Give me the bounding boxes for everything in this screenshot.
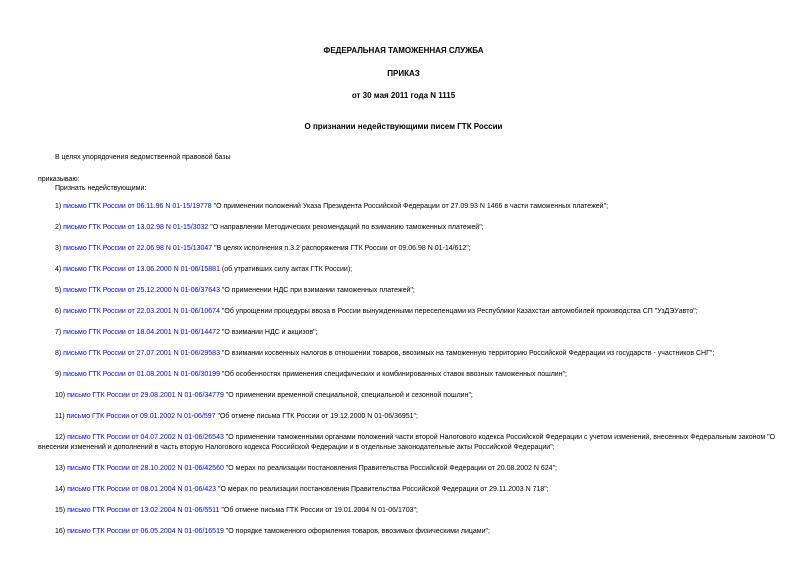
list-item [38, 527, 778, 537]
item-number: 16) [55, 528, 68, 535]
letter-link[interactable]: письмо ГТК России от 22.03.2001 N 01-06/10674 [63, 308, 220, 315]
list-item [38, 265, 778, 275]
list-item [38, 370, 778, 380]
item-text: "О направлении Методических рекомендаций по взиманию таможенных платежей"; [208, 224, 484, 231]
letter-link[interactable]: письмо ГТК России от 25.12.2000 N 01-06/37643 [63, 287, 220, 294]
letter-link[interactable]: письмо ГТК России от 13.02.2004 N 01-06/5511 [67, 507, 220, 514]
item-text: "В целях исполнения п.3.2 распоряжения ГТК России от 09.06.98 N 01-14/612"; [212, 245, 471, 252]
letter-link[interactable]: письмо ГТК России от 06.11.96 N 01-15/19778 [63, 203, 212, 210]
item-text: "Об отмене письма ГТК России от 19.01.2004 N 01-06/1703"; [219, 507, 418, 514]
organization-heading: ФЕДЕРАЛЬНАЯ ТАМОЖЕННАЯ СЛУЖБА [323, 46, 484, 55]
item-text: (об утративших силу актах ГТК России); [219, 266, 353, 273]
list-item [38, 506, 778, 516]
item-number: 13) [55, 465, 68, 472]
item-text: "Об упрощении процедуры ввоза в России вынужденными переселенцами из Республики Казахстан автомобилей производства СП "УзДЭУавто"; [219, 308, 698, 315]
list-item [38, 464, 778, 474]
item-number: 12) [55, 434, 68, 441]
item-text: "О применении НДС при взимании таможенных платежей"; [219, 287, 415, 294]
item-number: 11) [55, 413, 67, 420]
list-item [38, 223, 778, 233]
item-text: "О мерах по реализации постановления Правительства Российской Федерации от 20.08.2002 N 624"; [223, 465, 557, 472]
letter-link[interactable]: письмо ГТК России от 13.02.98 N 01-15/3032 [63, 224, 209, 231]
letter-link[interactable]: письмо ГТК России от 27.07.2001 N 01-06/29583 [63, 350, 220, 357]
list-item [38, 202, 778, 212]
letter-link[interactable]: письмо ГТК России от 22.06.98 N 01-15/13047 [63, 245, 213, 252]
item-number: 1) [55, 203, 64, 210]
letter-link[interactable]: письмо ГТК России от 06.05.2004 N 01-06/16519 [67, 528, 224, 535]
letter-link[interactable]: письмо ГТК России от 01.08.2001 N 01-06/30199 [63, 371, 220, 378]
list-item [38, 307, 778, 317]
letter-link[interactable]: письмо ГТК России от 08.01.2004 N 01-06/423 [67, 486, 217, 493]
recognize-paragraph: Признать недействующими: [55, 185, 147, 192]
document-type-heading: ПРИКАЗ [387, 69, 420, 78]
item-text: "О мерах по реализации постановления Правительства Российской Федерации от 29.11.2003 N 718"; [216, 486, 549, 493]
item-number: 9) [55, 371, 64, 378]
item-text: "О применении временной специальной, специальной и сезонной пошлин"; [223, 392, 473, 399]
item-number: 10) [55, 392, 68, 399]
item-text: "Об отмене письма ГТК России от 19.12.2000 N 01-06/36951"; [215, 413, 418, 420]
intro-paragraph: В целях упорядочения ведомственной правовой базы [55, 154, 231, 161]
letter-link[interactable]: письмо ГТК России от 29.08.2001 N 01-06/34779 [67, 392, 224, 399]
item-text: "О взимании косвенных налогов в отношении товаров, ввозимых на таможенную территорию Российской Федерации из государств - участников СНГ"; [219, 350, 715, 357]
list-item [38, 412, 778, 422]
document-title: О признании недействующими писем ГТК России [304, 122, 503, 131]
item-number: 6) [55, 308, 64, 315]
item-text: "О применении таможенными органами положений части второй Налогового кодекса Российской Федерации с учетом изменений, внесенных Федеральным законом "О внесении изменений и дополнений в часть вторую Налогового кодекса Российской Федерации и в отдельные законодательные акты Российской Федерации"; [38, 434, 776, 451]
list-item [38, 244, 778, 254]
letter-link[interactable]: письмо ГТК России от 13.06.2000 N 01-06/15881 [63, 266, 220, 273]
item-text: "О взимании НДС и акцизов"; [219, 329, 318, 336]
item-number: 15) [55, 507, 68, 514]
item-number: 3) [55, 245, 64, 252]
item-number: 5) [55, 287, 64, 294]
document-date-heading: от 30 мая 2011 года N 1115 [351, 91, 456, 100]
command-word: приказываю: [38, 176, 80, 183]
item-text: "Об особенностях применения специфических и комбинированных ставок ввозных таможенных пошлин"; [219, 371, 568, 378]
letter-link[interactable]: письмо ГТК России от 09.01.2002 N 01-06/597 [66, 413, 216, 420]
list-item [38, 328, 778, 338]
item-number: 2) [55, 224, 64, 231]
item-number: 7) [55, 329, 64, 336]
letter-link[interactable]: письмо ГТК России от 28.10.2002 N 01-06/42560 [67, 465, 224, 472]
item-number: 14) [55, 486, 68, 493]
item-number: 8) [55, 350, 64, 357]
item-text: "О порядке таможенного оформления товаров, ввозимых физическими лицами"; [223, 528, 490, 535]
item-number: 4) [55, 266, 64, 273]
item-text: "О применении положений Указа Президента Российской Федерации от 27.09.93 N 1466 в части таможенных платежей"; [211, 203, 609, 210]
letter-link[interactable]: письмо ГТК России от 04.07.2002 N 01-06/26543 [67, 434, 224, 441]
list-item [38, 485, 778, 495]
list-item [38, 391, 778, 401]
letter-link[interactable]: письмо ГТК России от 18.04.2001 N 01-06/14472 [63, 329, 220, 336]
list-item [38, 286, 778, 296]
list-item [38, 349, 778, 359]
list-item [38, 433, 778, 453]
